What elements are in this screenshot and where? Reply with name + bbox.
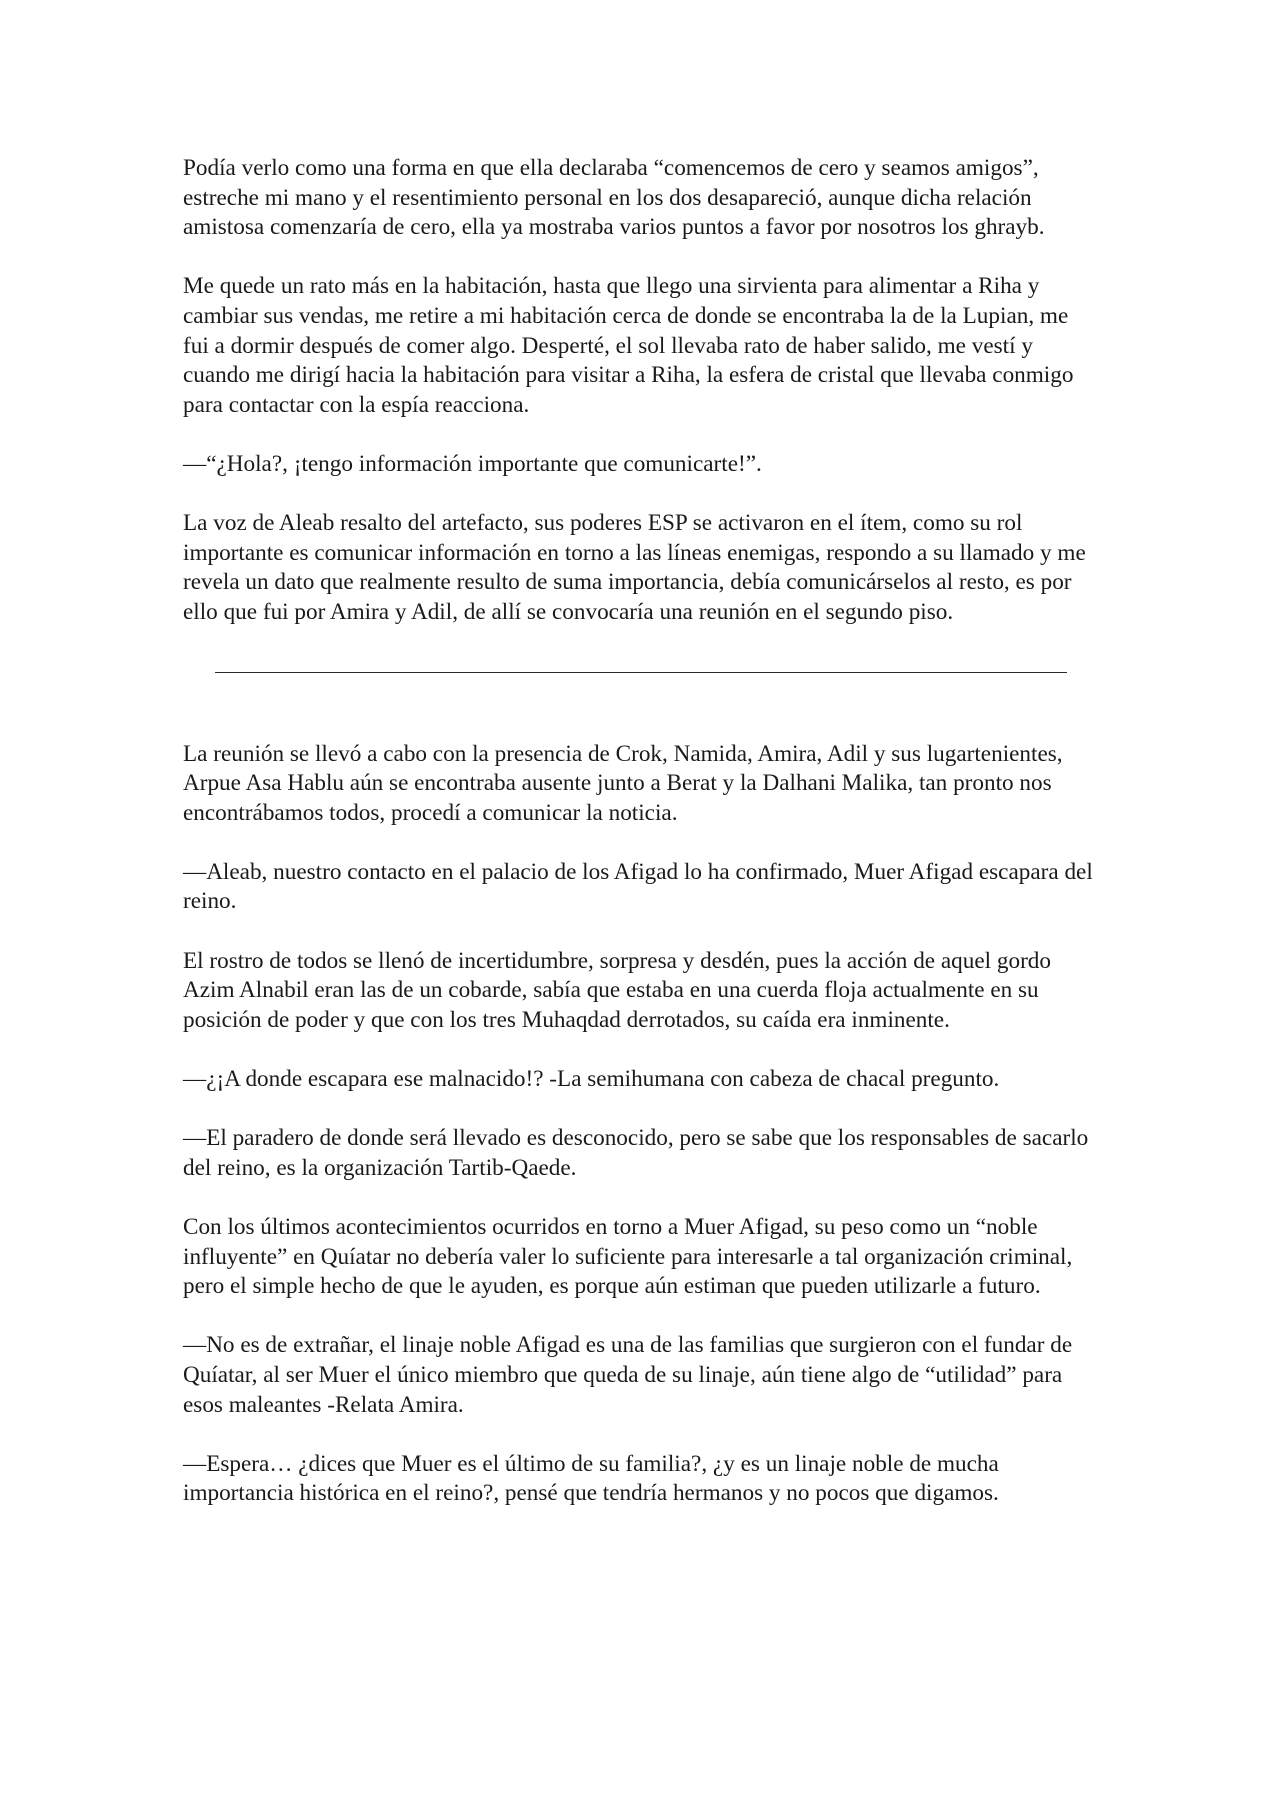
section-before-divider	[183, 154, 1098, 628]
dialogue-paragraph: —“¿Hola?, ¡tengo información importante que comunicarte!”.	[183, 450, 762, 477]
dialogue-paragraph: —Aleab, nuestro contacto en el palacio de los Afigad lo ha confirmado, Muer Afigad escapara del reino.	[183, 858, 1093, 915]
dialogue-paragraph: —No es de extrañar, el linaje noble Afigad es una de las familias que surgieron con el fundar de Quíatar, al ser Muer el único miembro que queda de su linaje, aún tiene algo de “utilidad” para esos maleantes -Relata Amira.	[183, 1332, 1073, 1418]
paragraph: La voz de Aleab resalto del artefacto, sus poderes ESP se activaron en el ítem, como su rol importante es comunicar información en torno a las líneas enemigas, respondo a su llamado y me revela un dato que realmente resulto de suma importancia, debía comunicárselos al resto, es por ello que fui por Amira y Adil, de allí se convocaría una reunión en el segundo piso.	[183, 510, 1086, 625]
paragraph: El rostro de todos se llenó de incertidumbre, sorpresa y desdén, pues la acción de aquel gordo Azim Alnabil eran las de un cobarde, sabía que estaba en una cuerda floja actualmente en su posición de poder y que con los tres Muhaqdad derrotados, su caída era inminente.	[183, 947, 1051, 1033]
paragraph: Me quede un rato más en la habitación, hasta que llego una sirvienta para alimentar a Riha y cambiar sus vendas, me retire a mi habitación cerca de donde se encontraba la de la Lupian, me fui a dormir después de comer algo. Desperté, el sol llevaba rato de haber salido, me vestí y cuando me dirigí hacia la habitación para visitar a Riha, la esfera de cristal que llevaba conmigo para contactar con la espía reacciona.	[183, 273, 1074, 418]
dialogue-paragraph: —El paradero de donde será llevado es desconocido, pero se sabe que los responsables de sacarlo del reino, es la organización Tartib-Qaede.	[183, 1125, 1089, 1181]
section-divider	[215, 672, 1067, 673]
paragraph: Podía verlo como una forma en que ella declaraba “comencemos de cero y seamos amigos”, estreche mi mano y el resentimiento personal en los dos desapareció, aunque dicha relación amistosa comenzaría de cero, ella ya mostraba varios puntos a favor por nosotros los ghrayb.	[183, 155, 1045, 241]
document-page	[183, 154, 1098, 1539]
dialogue-paragraph: —¿¡A donde escapara ese malnacido!? -La semihumana con cabeza de chacal pregunto.	[183, 1066, 1000, 1093]
paragraph: Con los últimos acontecimientos ocurridos en torno a Muer Afigad, su peso como un “noble influyente” en Quíatar no debería valer lo suficiente para interesarle a tal organización criminal, pero el simple hecho de que le ayuden, es porque aún estiman que pueden utilizarle a futuro.	[183, 1214, 1073, 1300]
dialogue-paragraph: —Espera… ¿dices que Muer es el último de su familia?, ¿y es un linaje noble de mucha importancia histórica en el reino?, pensé que tendría hermanos y no pocos que digamos.	[183, 1450, 999, 1507]
paragraph: La reunión se llevó a cabo con la presencia de Crok, Namida, Amira, Adil y sus lugartenientes, Arpue Asa Hablu aún se encontraba ausente junto a Berat y la Dalhani Malika, tan pronto nos encontrábamos todos, procedí a comunicar la noticia.	[183, 740, 1063, 826]
section-after-divider	[183, 740, 1098, 1509]
